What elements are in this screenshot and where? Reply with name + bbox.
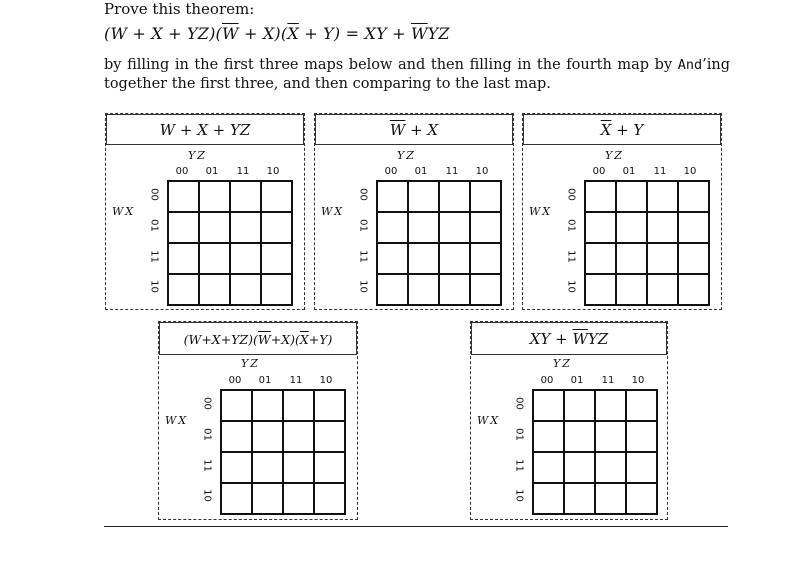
row-label: 00 bbox=[565, 188, 577, 201]
kmap-cell[interactable] bbox=[626, 390, 657, 421]
kmap-cell[interactable] bbox=[252, 452, 283, 483]
kmap-cell[interactable] bbox=[230, 243, 261, 274]
kmap-title-part: W + X + YZ bbox=[159, 121, 251, 139]
col-label: 00 bbox=[592, 166, 606, 177]
kmap-cell[interactable] bbox=[314, 421, 345, 452]
kmap-cell[interactable] bbox=[616, 243, 647, 274]
kmap-cell[interactable] bbox=[314, 483, 345, 514]
kmap-cell[interactable] bbox=[199, 274, 230, 305]
col-label: 10 bbox=[683, 166, 697, 177]
kmap-cell[interactable] bbox=[261, 243, 292, 274]
kmap-cell[interactable] bbox=[408, 212, 439, 243]
kmap-title bbox=[106, 114, 304, 145]
kmap-cell[interactable] bbox=[377, 181, 408, 212]
kmap-cell[interactable] bbox=[439, 181, 470, 212]
instructions-part1: by filling in the first three maps below and then filling in the fourth map by bbox=[104, 57, 678, 73]
kmap-cell[interactable] bbox=[470, 212, 501, 243]
col-label: 10 bbox=[266, 166, 280, 177]
row-label: 10 bbox=[565, 280, 577, 293]
col-label: 01 bbox=[570, 375, 584, 386]
row-label: 11 bbox=[513, 459, 525, 472]
col-label: 00 bbox=[228, 375, 242, 386]
kmap-grid bbox=[167, 180, 293, 306]
col-label: 01 bbox=[258, 375, 272, 386]
row-label: 10 bbox=[357, 280, 369, 293]
col-label: 10 bbox=[475, 166, 489, 177]
kmap-cell[interactable] bbox=[626, 483, 657, 514]
instructions-text bbox=[104, 56, 730, 94]
kmap-cell[interactable] bbox=[283, 483, 314, 514]
kmap-cell[interactable] bbox=[647, 243, 678, 274]
kmap-grid bbox=[376, 180, 502, 306]
row-label: 11 bbox=[148, 250, 160, 263]
kmap-cell[interactable] bbox=[314, 452, 345, 483]
kmap-2 bbox=[314, 113, 514, 310]
kmap-title-part: YZ bbox=[587, 330, 609, 348]
kmap-cell[interactable] bbox=[199, 181, 230, 212]
kmap-cell[interactable] bbox=[564, 452, 595, 483]
row-label: 11 bbox=[357, 250, 369, 263]
col-label: 01 bbox=[622, 166, 636, 177]
wx-label: WX bbox=[112, 205, 136, 218]
kmap-cell[interactable] bbox=[647, 274, 678, 305]
col-label: 00 bbox=[175, 166, 189, 177]
kmap-title-part: $\overline{W}$ bbox=[257, 332, 271, 347]
kmap-title-part: (W+X+YZ)( bbox=[183, 332, 258, 347]
col-label: 11 bbox=[601, 375, 615, 386]
theorem-lhs-part: $\overline{X}$ bbox=[287, 24, 299, 43]
kmap-cell[interactable] bbox=[199, 212, 230, 243]
theorem-rhs-part: YZ bbox=[427, 24, 450, 43]
and-keyword: And bbox=[677, 57, 703, 73]
kmap-title-part: $\overline{W}$ bbox=[572, 330, 588, 348]
yz-label: YZ bbox=[241, 357, 260, 370]
row-label: 10 bbox=[201, 489, 213, 502]
kmap-title bbox=[523, 114, 721, 145]
kmap-title-part: XY + bbox=[529, 330, 573, 348]
kmap-cell[interactable] bbox=[678, 181, 709, 212]
kmap-cell[interactable] bbox=[230, 274, 261, 305]
kmap-cell[interactable] bbox=[439, 243, 470, 274]
kmap-cell[interactable] bbox=[252, 483, 283, 514]
kmap-cell[interactable] bbox=[564, 390, 595, 421]
kmap-cell[interactable] bbox=[533, 421, 564, 452]
kmap-cell[interactable] bbox=[595, 452, 626, 483]
kmap-cell[interactable] bbox=[616, 274, 647, 305]
kmap-cell[interactable] bbox=[408, 243, 439, 274]
kmap-cell[interactable] bbox=[647, 181, 678, 212]
kmap-cell[interactable] bbox=[439, 274, 470, 305]
kmap-grid bbox=[220, 389, 346, 515]
theorem-equals: = bbox=[340, 24, 365, 43]
row-label: 01 bbox=[148, 219, 160, 232]
wx-label: WX bbox=[477, 414, 501, 427]
kmap-cell[interactable] bbox=[585, 274, 616, 305]
instructions-part2: ’ing together the first three, and then comparing to the last map. bbox=[104, 57, 730, 92]
theorem-rhs-part: $\overline{W}$ bbox=[411, 24, 428, 43]
kmap-cell[interactable] bbox=[470, 243, 501, 274]
kmap-title bbox=[159, 322, 357, 355]
kmap-cell[interactable] bbox=[470, 181, 501, 212]
kmap-cell[interactable] bbox=[199, 243, 230, 274]
kmap-cell[interactable] bbox=[221, 390, 252, 421]
theorem-equation bbox=[104, 24, 450, 43]
yz-label: YZ bbox=[397, 149, 416, 162]
kmap-cell[interactable] bbox=[221, 483, 252, 514]
kmap-cell[interactable] bbox=[168, 212, 199, 243]
kmap-cell[interactable] bbox=[168, 243, 199, 274]
kmap-cell[interactable] bbox=[261, 274, 292, 305]
col-label: 11 bbox=[236, 166, 250, 177]
kmap-cell[interactable] bbox=[564, 421, 595, 452]
kmap-cell[interactable] bbox=[470, 274, 501, 305]
kmap-title-part: + X bbox=[405, 121, 439, 139]
kmap-cell[interactable] bbox=[595, 483, 626, 514]
col-label: 10 bbox=[319, 375, 333, 386]
row-label: 00 bbox=[148, 188, 160, 201]
col-label: 11 bbox=[289, 375, 303, 386]
kmap-title bbox=[315, 114, 513, 145]
theorem-rhs-part: XY + bbox=[364, 24, 412, 43]
row-label: 11 bbox=[565, 250, 577, 263]
wx-label: WX bbox=[529, 205, 553, 218]
kmap-title-part: $\overline{X}$ bbox=[600, 121, 612, 139]
kmap-cell[interactable] bbox=[626, 421, 657, 452]
kmap-cell[interactable] bbox=[168, 181, 199, 212]
kmap-title-part: +X)( bbox=[270, 332, 300, 347]
kmap-cell[interactable] bbox=[261, 212, 292, 243]
kmap-cell[interactable] bbox=[314, 390, 345, 421]
kmap-cell[interactable] bbox=[252, 390, 283, 421]
kmap-cell[interactable] bbox=[647, 212, 678, 243]
kmap-title-part: +Y) bbox=[308, 332, 333, 347]
col-label: 01 bbox=[414, 166, 428, 177]
kmap-4 bbox=[158, 321, 358, 520]
kmap-cell[interactable] bbox=[678, 274, 709, 305]
kmap-cell[interactable] bbox=[564, 483, 595, 514]
kmap-cell[interactable] bbox=[585, 181, 616, 212]
wx-label: WX bbox=[321, 205, 345, 218]
kmap-cell[interactable] bbox=[230, 212, 261, 243]
bottom-rule bbox=[104, 526, 728, 527]
yz-label: YZ bbox=[553, 357, 572, 370]
yz-label: YZ bbox=[605, 149, 624, 162]
kmap-cell[interactable] bbox=[221, 421, 252, 452]
kmap-title-part: + Y bbox=[611, 121, 644, 139]
kmap-cell[interactable] bbox=[261, 181, 292, 212]
kmap-cell[interactable] bbox=[616, 212, 647, 243]
kmap-3 bbox=[522, 113, 722, 310]
kmap-cell[interactable] bbox=[408, 181, 439, 212]
yz-label: YZ bbox=[188, 149, 207, 162]
kmap-cell[interactable] bbox=[585, 212, 616, 243]
row-label: 01 bbox=[565, 219, 577, 232]
col-label: 10 bbox=[631, 375, 645, 386]
row-label: 01 bbox=[513, 428, 525, 441]
kmap-cell[interactable] bbox=[595, 421, 626, 452]
kmap-cell[interactable] bbox=[377, 212, 408, 243]
kmap-1 bbox=[105, 113, 305, 310]
theorem-lhs-part: (W + X + YZ)( bbox=[104, 24, 222, 43]
kmap-title bbox=[471, 322, 667, 355]
kmap-cell[interactable] bbox=[533, 390, 564, 421]
kmap-cell[interactable] bbox=[377, 274, 408, 305]
kmap-cell[interactable] bbox=[252, 421, 283, 452]
kmap-cell[interactable] bbox=[439, 212, 470, 243]
row-label: 00 bbox=[357, 188, 369, 201]
kmap-grid bbox=[532, 389, 658, 515]
kmap-cell[interactable] bbox=[533, 452, 564, 483]
kmap-cell[interactable] bbox=[533, 483, 564, 514]
theorem-lhs-part: + Y) bbox=[298, 24, 341, 43]
row-label: 00 bbox=[201, 397, 213, 410]
row-label: 10 bbox=[513, 489, 525, 502]
kmap-cell[interactable] bbox=[230, 181, 261, 212]
col-label: 00 bbox=[384, 166, 398, 177]
kmap-title-part: $\overline{X}$ bbox=[299, 332, 309, 347]
row-label: 01 bbox=[357, 219, 369, 232]
col-label: 11 bbox=[445, 166, 459, 177]
kmap-cell[interactable] bbox=[595, 390, 626, 421]
col-label: 01 bbox=[205, 166, 219, 177]
prompt-text: Prove this theorem: bbox=[104, 0, 255, 18]
theorem-lhs-part: + X)( bbox=[238, 24, 288, 43]
kmap-cell[interactable] bbox=[283, 390, 314, 421]
row-label: 10 bbox=[148, 280, 160, 293]
col-label: 00 bbox=[540, 375, 554, 386]
kmap-5 bbox=[470, 321, 668, 520]
kmap-cell[interactable] bbox=[678, 212, 709, 243]
row-label: 01 bbox=[201, 428, 213, 441]
kmap-cell[interactable] bbox=[283, 421, 314, 452]
kmap-cell[interactable] bbox=[585, 243, 616, 274]
col-label: 11 bbox=[653, 166, 667, 177]
row-label: 00 bbox=[513, 397, 525, 410]
theorem-lhs-part: $\overline{W}$ bbox=[222, 24, 239, 43]
kmap-cell[interactable] bbox=[283, 452, 314, 483]
kmap-title-part: $\overline{W}$ bbox=[389, 121, 406, 139]
kmap-cell[interactable] bbox=[408, 274, 439, 305]
kmap-cell[interactable] bbox=[616, 181, 647, 212]
kmap-cell[interactable] bbox=[678, 243, 709, 274]
row-label: 11 bbox=[201, 459, 213, 472]
kmap-cell[interactable] bbox=[168, 274, 199, 305]
kmap-cell[interactable] bbox=[221, 452, 252, 483]
kmap-cell[interactable] bbox=[377, 243, 408, 274]
kmap-cell[interactable] bbox=[626, 452, 657, 483]
wx-label: WX bbox=[165, 414, 189, 427]
kmap-grid bbox=[584, 180, 710, 306]
